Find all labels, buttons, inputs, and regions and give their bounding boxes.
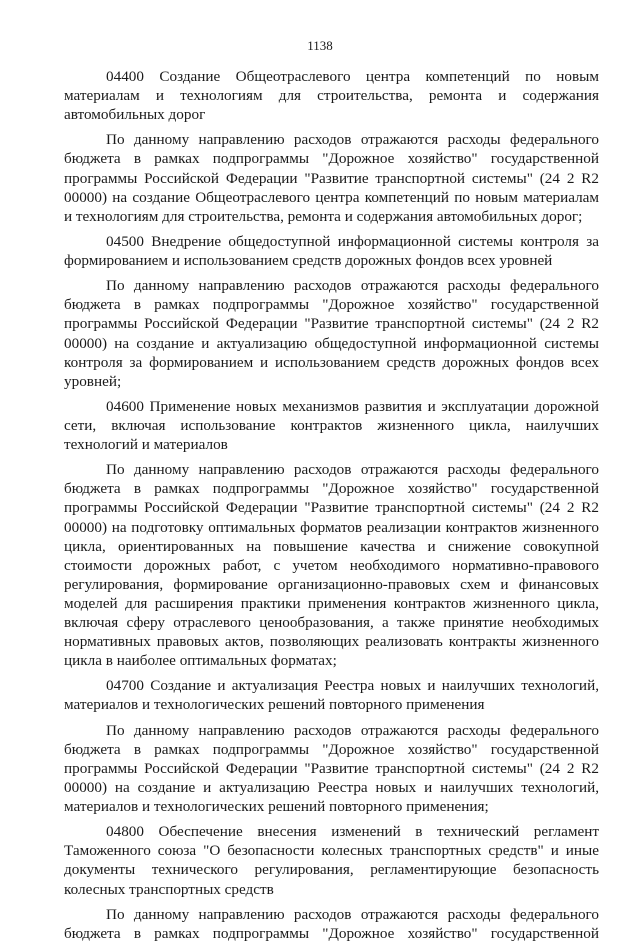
paragraph-04600-description: По данному направлению расходов отражаются расходы федерального бюджета в рамках подпрограммы "Дорожное хозяйство" государственной программы Российской Федерации "Развитие транспортной системы" (24 2 R2 00000) на подготовку оптимальных форматов реализации контрактов жизненного цикла, ориентированных на повышение качества и снижение совокупной стоимости дорожных работ, с учетом необходимого нормативно-правового регулирования, формирование организационно-правовых схем и финансовых моделей для расширения практики применения контрактов жизненного цикла, включая сферу отраслевого ценообразования, а также принятие необходимых нормативных правовых актов, позволяющих реализовать контракты жизненного цикла в наиболее оптимальных форматах; (64, 461, 599, 670)
paragraph-04400-heading: 04400 Создание Общеотраслевого центра компетенций по новым материалам и технологиям для строительства, ремонта и содержания автомобильных дорог (64, 68, 599, 124)
paragraph-04500-heading: 04500 Внедрение общедоступной информационной системы контроля за формированием и использованием средств дорожных фондов всех уровней (64, 232, 599, 270)
document-body (64, 67, 599, 943)
paragraph-04800-description: По данному направлению расходов отражаются расходы федерального бюджета в рамках подпрограммы "Дорожное хозяйство" государственной (64, 905, 599, 942)
page-number: 1138 (307, 38, 333, 53)
paragraph-04600-heading: 04600 Применение новых механизмов развития и эксплуатации дорожной сети, включая использование контрактов жизненного цикла, наилучших технологий и материалов (64, 397, 599, 454)
paragraph-04700-description: По данному направлению расходов отражаются расходы федерального бюджета в рамках подпрограммы "Дорожное хозяйство" государственной программы Российской Федерации "Развитие транспортной системы" (24 2 R2 00000) на создание и актуализацию Реестра новых и наилучших технологий, материалов и технологических решений повторного применения; (64, 721, 599, 816)
paragraph-04500-description: По данному направлению расходов отражаются расходы федерального бюджета в рамках подпрограммы "Дорожное хозяйство" государственной программы Российской Федерации "Развитие транспортной системы" (24 2 R2 00000) на создание и актуализацию общедоступной информационной системы контроля за формированием и использованием средств дорожных фондов всех уровней; (64, 277, 599, 390)
paragraph-04400-description: По данному направлению расходов отражаются расходы федерального бюджета в рамках подпрограммы "Дорожное хозяйство" государственной программы Российской Федерации "Развитие транспортной системы" (24 2 R2 00000) на создание Общеотраслевого центра компетенций по новым материалам и технологиям для строительства, ремонта и содержания автомобильных дорог; (64, 131, 599, 225)
paragraph-04800-heading: 04800 Обеспечение внесения изменений в технический регламент Таможенного союза "О безопасности колесных транспортных средств" и иные документы технического регулирования, регламентирующие безопасность колесных транспортных средств (64, 823, 599, 898)
paragraph-04700-heading: 04700 Создание и актуализация Реестра новых и наилучших технологий, материалов и технологических решений повторного применения (64, 677, 599, 714)
